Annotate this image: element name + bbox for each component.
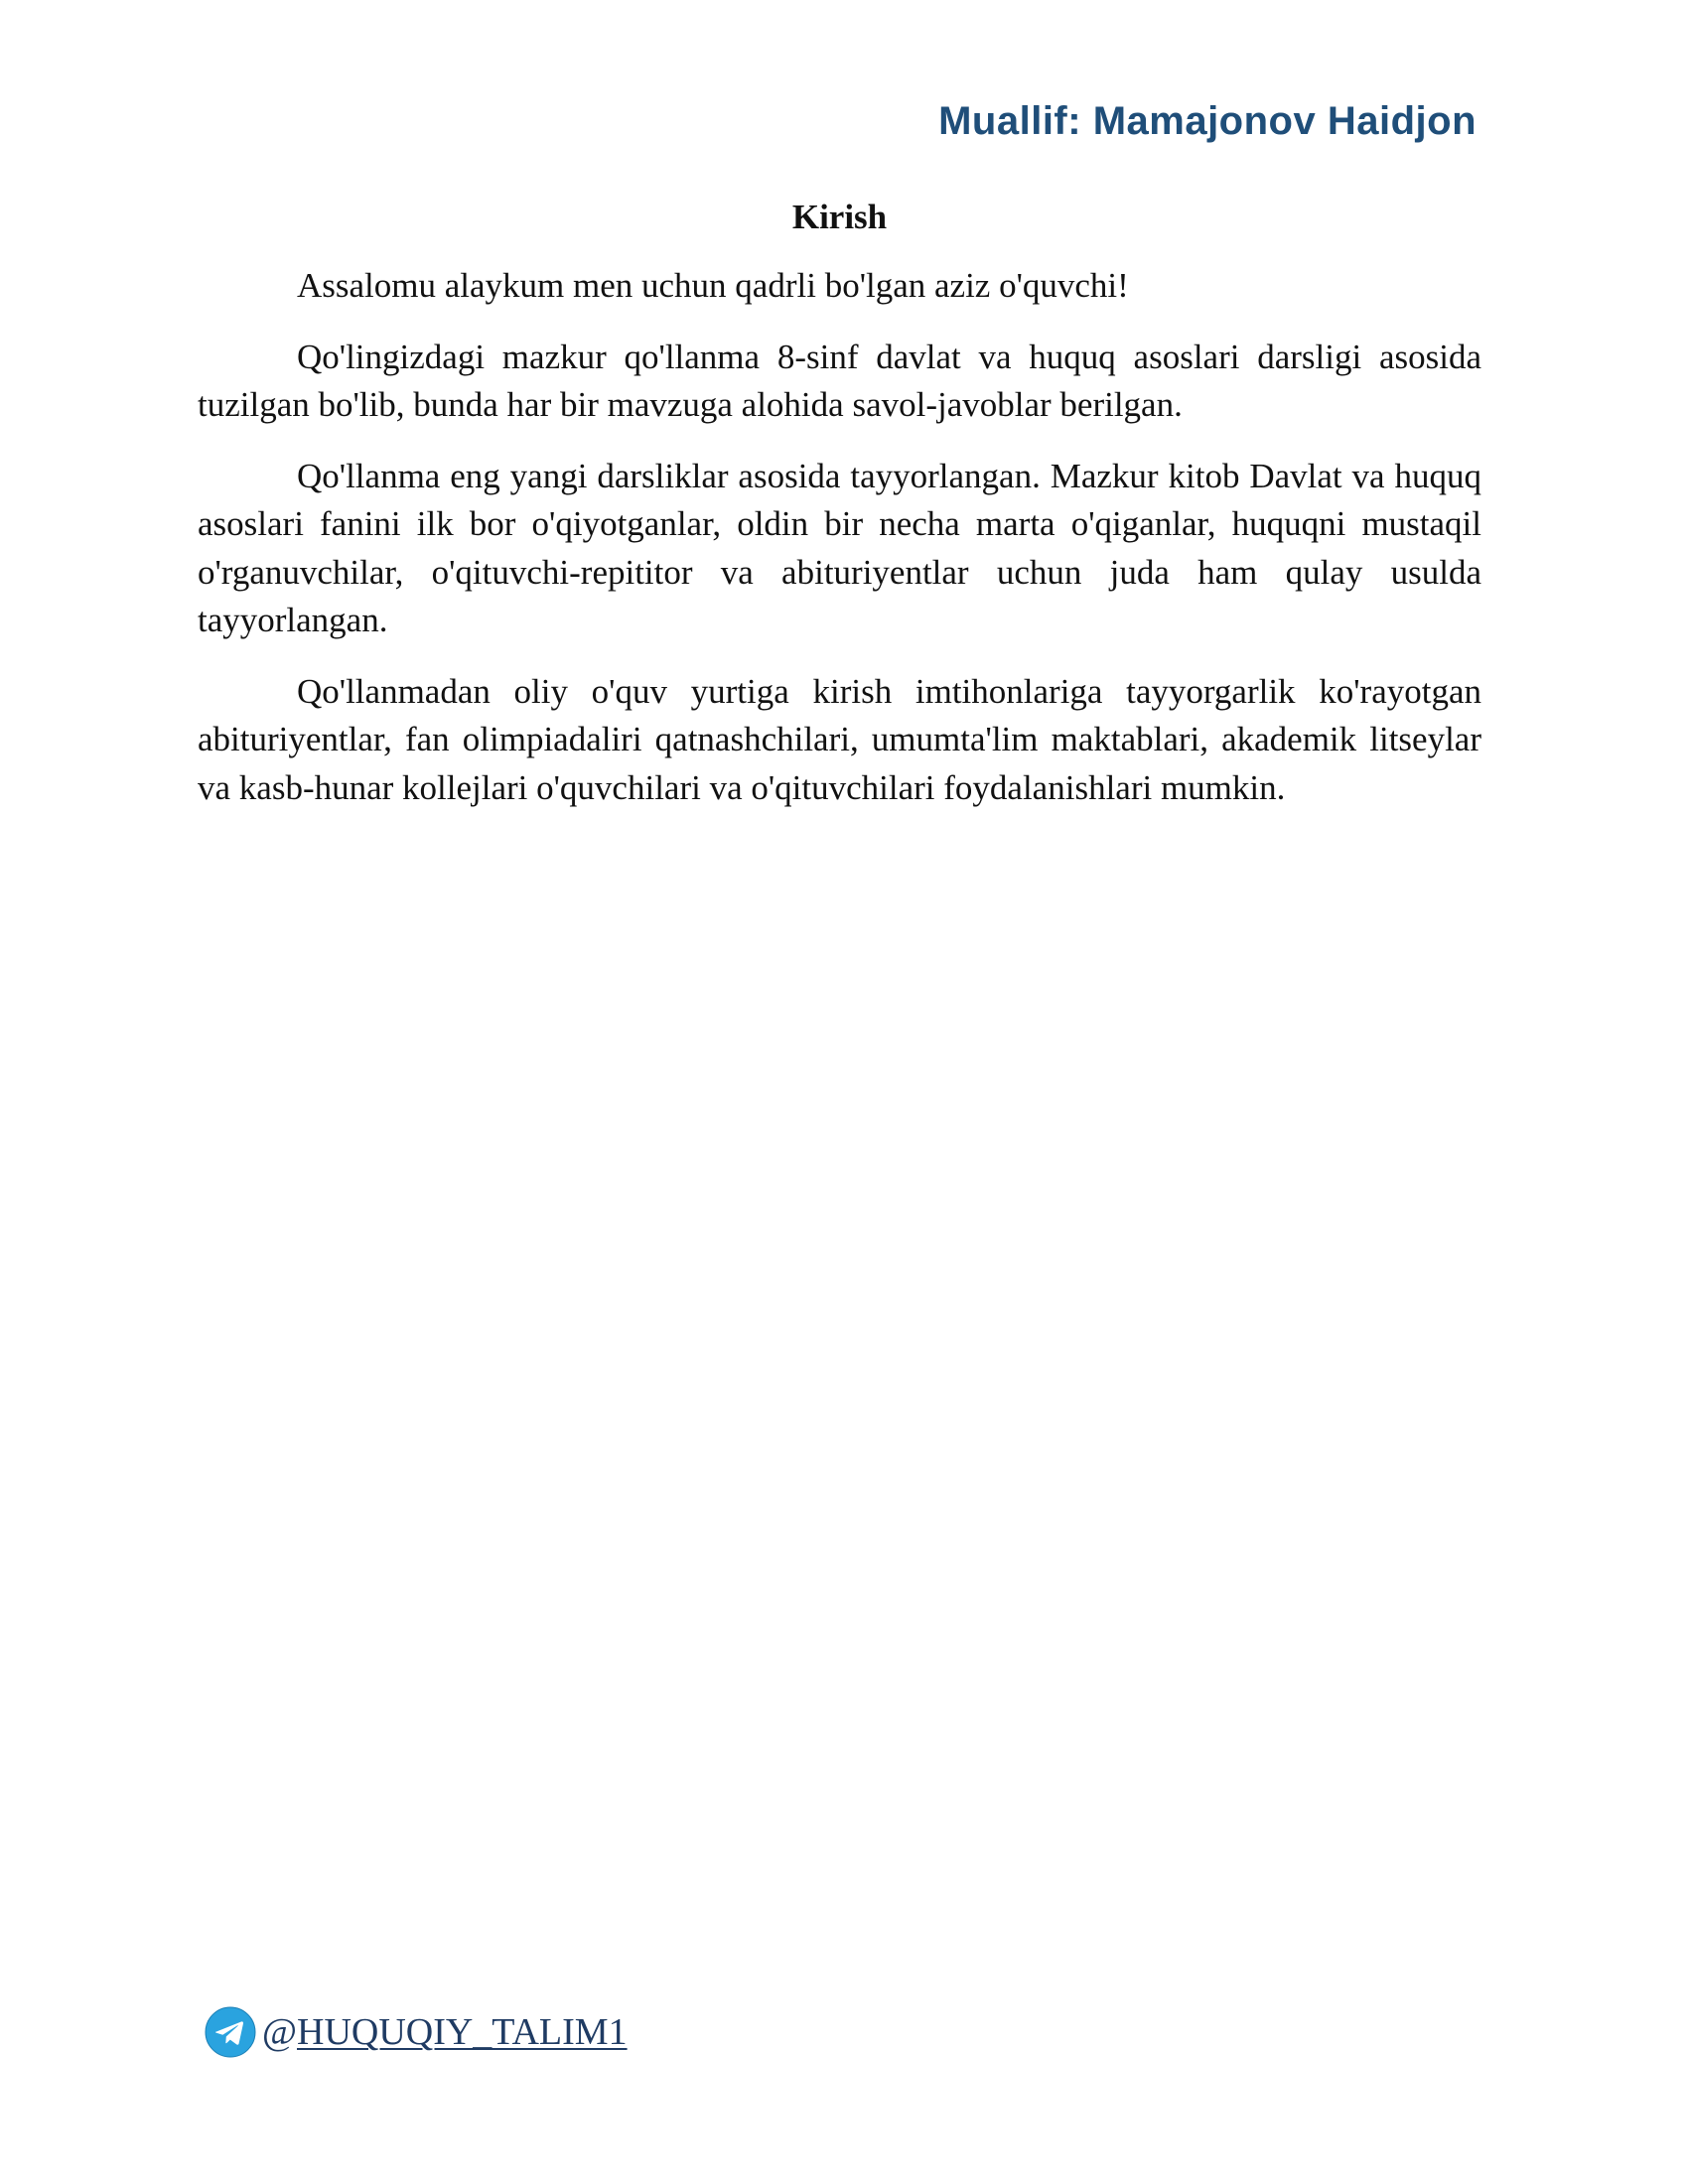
section-title: Kirish bbox=[791, 198, 888, 236]
telegram-channel-link[interactable]: HUQUQIY_TALIM1 bbox=[297, 2011, 628, 2053]
paragraph-about-guide: Qo'lingizdagi mazkur qo'llanma 8-sinf davlat va huquq asoslari darsligi asosida tuzilgan bo'lib, bunda har bir mavzuga alohida savol-javoblar berilgan. bbox=[198, 337, 1481, 424]
paragraph-preparation: Qo'llanma eng yangi darsliklar asosida tayyorlangan. Mazkur kitob Davlat va huquq asoslari fanini ilk bor o'qiyotganlar, oldin bir necha marta o'qiganlar, huquqni mustaqil o'rganuvchilar, o'qituvchi-repititor va abituriyentlar uchun juda ham qulay usulda tayyorlangan. bbox=[198, 456, 1481, 639]
author-line: Muallif: Mamajonov Haidjon bbox=[938, 99, 1477, 143]
telegram-handle[interactable] bbox=[262, 2010, 628, 2054]
document-body bbox=[198, 195, 1481, 835]
paragraph-audience: Qo'llanmadan oliy o'quv yurtiga kirish imtihonlariga tayyorgarlik ko'rayotgan abituriyentlar, fan olimpiadaliri qatnashchilari, umumta'lim maktablari, akademik litseylar va kasb-hunar kollejlari o'quvchilari va o'qituvchilari foydalanishlari mumkin. bbox=[198, 671, 1481, 807]
paragraph-greeting: Assalomu alaykum men uchun qadrli bo'lgan aziz o'quvchi! bbox=[297, 266, 1129, 305]
telegram-icon[interactable] bbox=[205, 2006, 256, 2058]
telegram-footer bbox=[205, 2004, 628, 2060]
at-sign: @ bbox=[262, 2011, 297, 2053]
